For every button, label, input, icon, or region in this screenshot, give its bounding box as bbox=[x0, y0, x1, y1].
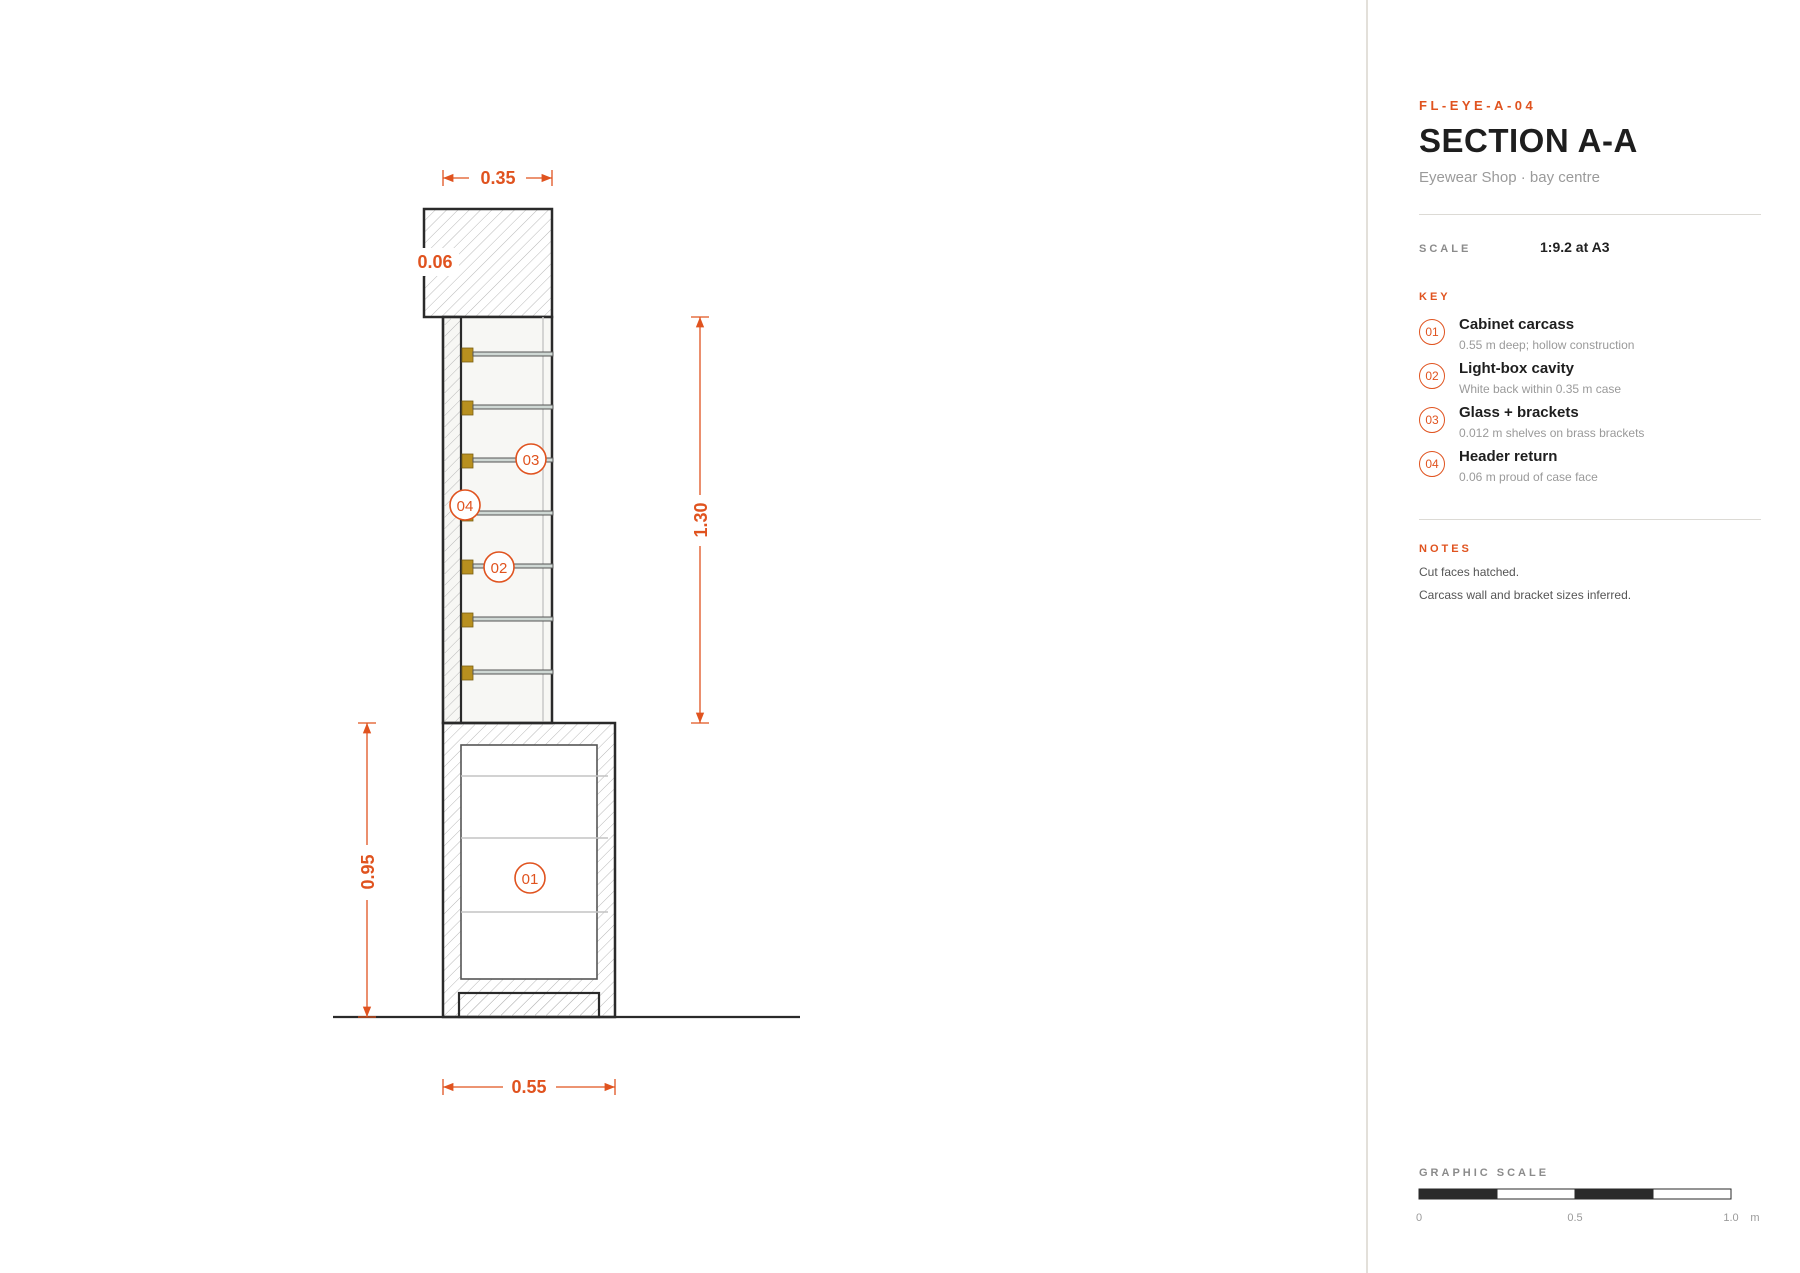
dimension-label: 0.95 bbox=[358, 854, 378, 890]
dimension-base-height bbox=[358, 723, 378, 1017]
key-description: 0.55 m deep; hollow construction bbox=[1459, 338, 1635, 352]
glass-shelf bbox=[473, 511, 553, 515]
page-subtitle: Eyewear Shop · bay centre bbox=[1419, 169, 1600, 186]
key-title: Glass + brackets bbox=[1459, 404, 1579, 421]
scale-segment-dark bbox=[1419, 1189, 1497, 1199]
dimension-base-width bbox=[443, 1077, 615, 1097]
sheet-id: FL-EYE-A-04 bbox=[1419, 98, 1537, 113]
note-line: Cut faces hatched. bbox=[1419, 565, 1520, 579]
page-title: SECTION A-A bbox=[1419, 122, 1638, 159]
scale-tick-label: 1.0 bbox=[1723, 1212, 1739, 1224]
tag-label: 04 bbox=[456, 498, 474, 515]
scale-label: SCALE bbox=[1419, 243, 1472, 255]
tag-label: 03 bbox=[522, 452, 540, 469]
key-number: 02 bbox=[1419, 363, 1445, 389]
notes-heading: NOTES bbox=[1419, 543, 1472, 555]
tag-label: 01 bbox=[521, 871, 539, 888]
key-description: 0.06 m proud of case face bbox=[1459, 470, 1598, 484]
key-item-03 bbox=[1419, 404, 1761, 447]
tag-04 bbox=[450, 490, 480, 520]
key-heading: KEY bbox=[1419, 291, 1451, 303]
key-item-04 bbox=[1419, 448, 1761, 491]
scale-value: 1:9.2 at A3 bbox=[1540, 239, 1610, 255]
glass-shelf bbox=[473, 617, 553, 621]
dimension-label: 0.35 bbox=[480, 168, 516, 188]
key-number: 01 bbox=[1419, 319, 1445, 345]
key-title: Light-box cavity bbox=[1459, 360, 1575, 377]
brass-bracket bbox=[462, 348, 473, 362]
key-title: Header return bbox=[1459, 448, 1558, 465]
dimension-label: 1.30 bbox=[691, 502, 711, 538]
back-wall bbox=[443, 317, 461, 723]
dimension-header-width bbox=[443, 168, 552, 188]
graphic-scale-bar bbox=[1415, 1185, 1785, 1225]
glass-shelf bbox=[473, 352, 553, 356]
divider bbox=[1419, 214, 1761, 215]
dimension-label: 0.06 bbox=[417, 252, 453, 272]
glass-shelf bbox=[473, 670, 553, 674]
scale-row bbox=[1419, 239, 1761, 259]
key-number: 03 bbox=[1419, 407, 1445, 433]
brass-bracket bbox=[462, 613, 473, 627]
key-item-02 bbox=[1419, 360, 1761, 403]
plinth bbox=[459, 993, 599, 1017]
scale-unit-label: m bbox=[1750, 1212, 1760, 1224]
scale-segment-dark bbox=[1575, 1189, 1653, 1199]
brass-bracket bbox=[462, 666, 473, 680]
scale-tick-label: 0.5 bbox=[1567, 1212, 1583, 1224]
glass-shelf bbox=[473, 405, 553, 409]
title-block-panel bbox=[1366, 0, 1800, 1273]
brass-bracket bbox=[462, 560, 473, 574]
note-line: Carcass wall and bracket sizes inferred. bbox=[1419, 588, 1632, 602]
tag-03 bbox=[516, 444, 546, 474]
dimension-label: 0.55 bbox=[511, 1077, 547, 1097]
brass-bracket bbox=[462, 401, 473, 415]
graphic-scale-heading: GRAPHIC SCALE bbox=[1419, 1167, 1550, 1179]
dimension-header-return bbox=[411, 248, 459, 276]
scale-segment-light bbox=[1653, 1189, 1731, 1199]
key-description: 0.012 m shelves on brass brackets bbox=[1459, 426, 1645, 440]
tag-label: 02 bbox=[490, 560, 508, 577]
dimension-display-height bbox=[691, 317, 711, 723]
key-item-01 bbox=[1419, 316, 1761, 359]
divider bbox=[1419, 519, 1761, 520]
scale-tick-label: 0 bbox=[1415, 1212, 1423, 1224]
key-title: Cabinet carcass bbox=[1459, 316, 1575, 333]
scale-segment-light bbox=[1497, 1189, 1575, 1199]
tag-02 bbox=[484, 552, 514, 582]
key-description: White back within 0.35 m case bbox=[1459, 382, 1622, 396]
brass-bracket bbox=[462, 454, 473, 468]
base-void bbox=[461, 745, 597, 979]
key-number: 04 bbox=[1419, 451, 1445, 477]
tag-01 bbox=[515, 863, 545, 893]
